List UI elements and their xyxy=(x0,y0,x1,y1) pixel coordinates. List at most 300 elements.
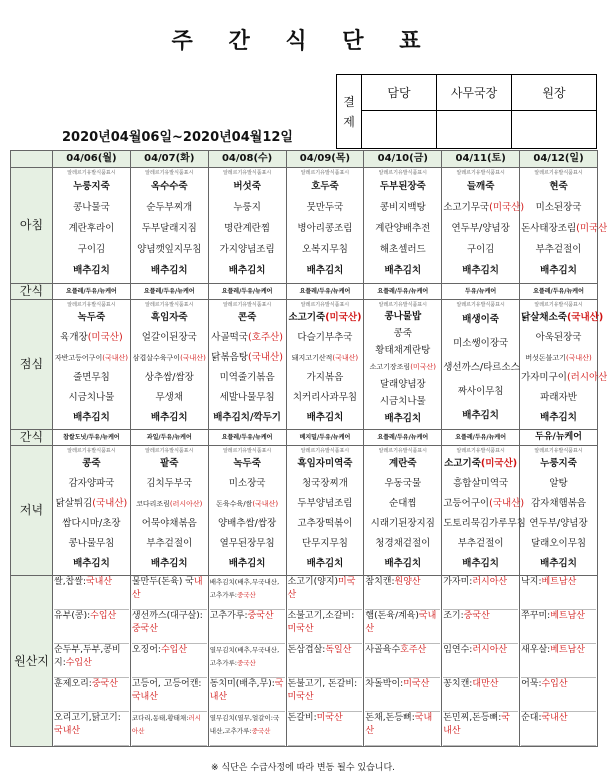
origin-tag: (미국산) xyxy=(410,363,436,371)
menu-item: 콩비지백탕 xyxy=(379,202,426,213)
allergen-note: 알레르기유발식품표시 xyxy=(534,170,583,176)
origin-entry xyxy=(365,610,440,644)
snack-cell: 요플레/두유/뉴케어 xyxy=(208,284,286,300)
origin-place: 러시아산 xyxy=(472,645,508,655)
origin-tag: (국내산) xyxy=(565,353,592,362)
menu-item: 시금치나물 xyxy=(379,396,426,407)
menu-cell xyxy=(286,300,364,430)
origin-food: 돈채,돈등뼈: xyxy=(365,713,415,723)
menu-item: 순대찜 xyxy=(389,497,417,509)
menu-cell xyxy=(286,446,364,576)
menu-item: 황태채계란탕 xyxy=(375,345,431,356)
day-header: 04/10(금) xyxy=(364,151,442,168)
origin-food: 소불고기,소갈비: xyxy=(287,611,355,621)
origin-tag: (미국산) xyxy=(489,202,525,213)
origin-tag: (호주산) xyxy=(247,331,283,343)
origin-place: 미국산 xyxy=(287,577,356,600)
menu-item: 치커리사과무침 xyxy=(292,391,358,403)
origin-food: 사골육수 xyxy=(365,645,401,655)
allergen-note: 알레르기유발식품표시 xyxy=(145,301,194,308)
menu-cell xyxy=(208,446,286,576)
menu-item: 해초셀러드 xyxy=(379,244,426,255)
menu-cell xyxy=(442,446,526,576)
origin-food: 햄(돈육/계육) xyxy=(365,611,419,621)
origin-entry xyxy=(365,576,440,610)
menu-item: 삼겹살수육구이(국내산) xyxy=(132,353,206,362)
menu-item: 현죽 xyxy=(549,181,568,192)
menu-cell xyxy=(208,300,286,430)
meal-label: 아침 xyxy=(11,168,53,284)
menu-item: 배추김치 xyxy=(150,411,188,423)
origin-food: 쌀,찹쌀: xyxy=(54,577,86,587)
origin-entry xyxy=(210,678,285,712)
menu-item: 육개장(미국산) xyxy=(60,331,123,343)
menu-item: 어묵야채볶음 xyxy=(141,517,197,529)
allergen-note: 알레르기유발식품표시 xyxy=(67,447,116,454)
menu-item: 미소장국 xyxy=(228,477,266,489)
menu-cell xyxy=(130,168,208,284)
origin-entry xyxy=(365,644,440,678)
snack-cell: 요플레/두유/뉴케어 xyxy=(442,430,520,446)
origin-place: 원양산 xyxy=(394,577,421,587)
menu-item: 쌈다시마/초장 xyxy=(62,517,121,529)
origin-food: 소고기(양지) xyxy=(287,577,339,587)
origin-entry xyxy=(54,678,129,712)
origin-tag: (국내산) xyxy=(247,351,283,363)
origin-entry xyxy=(132,576,207,610)
origin-tag: (미국산) xyxy=(325,311,362,323)
footnote: ※ 식단은 수급사정에 따라 변동 될수 있습니다. xyxy=(210,763,396,773)
menu-item: 배추김치/깍두기 xyxy=(213,411,281,423)
snack-cell: 요플레/두유/뉴케어 xyxy=(364,284,442,300)
approval-sign-2[interactable] xyxy=(437,111,512,149)
menu-item: 미소된장국 xyxy=(535,202,582,213)
origin-food: 새우살: xyxy=(521,645,551,655)
origin-entry xyxy=(132,678,207,712)
day-header: 04/09(목) xyxy=(286,151,364,168)
allergen-note: 알레르기유발식품표시 xyxy=(300,301,350,308)
allergen-note: 알레르기유발식품표시 xyxy=(378,302,427,308)
origin-place: 중국산 xyxy=(237,591,256,599)
snack-cell: 과일/두유/뉴케어 xyxy=(130,430,208,446)
origin-entry xyxy=(54,576,129,610)
origin-entry xyxy=(443,644,518,678)
menu-item: 배추김치 xyxy=(306,265,344,276)
origin-tag: (국내산) xyxy=(102,353,128,362)
origin-place: 미국산 xyxy=(287,624,314,634)
snack-cell: 요플레/두유/뉴케어 xyxy=(364,430,442,446)
menu-item: 시래기된장지짐 xyxy=(370,517,435,529)
origin-tag: (국내산) xyxy=(332,353,359,362)
menu-item: 명란계란찜 xyxy=(224,223,271,234)
origin-food: 가자미: xyxy=(443,577,473,587)
menu-cell xyxy=(53,300,131,430)
menu-item: 돈육수육/쌈(국내산) xyxy=(216,499,279,508)
menu-cell xyxy=(442,168,525,284)
menu-item: 소고기죽(미국산) xyxy=(444,457,518,469)
approval-box xyxy=(336,74,597,149)
origin-place: 국내산 xyxy=(365,611,437,634)
origin-place: 대만산 xyxy=(472,679,499,689)
meal-label: 점심 xyxy=(11,300,53,430)
origin-entry xyxy=(54,644,129,678)
menu-item: 누룽지죽 xyxy=(73,181,110,192)
menu-cell xyxy=(53,446,131,576)
origin-place: 중국산 xyxy=(251,727,271,735)
origin-food: 오징어: xyxy=(131,645,161,655)
menu-item: 녹두죽 xyxy=(77,311,106,323)
menu-item: 돈사태장조림(미국산 xyxy=(521,223,607,234)
menu-item: 단무지무침 xyxy=(302,537,348,549)
origin-food: 고등어, 고등어캔: xyxy=(131,679,202,689)
menu-item: 배추김치 xyxy=(306,557,344,569)
origin-cell xyxy=(442,576,520,747)
menu-item: 콩나물밥 xyxy=(384,311,422,322)
menu-item: 열무된장무침 xyxy=(219,537,275,549)
menu-item: 배추김치 xyxy=(540,557,577,569)
menu-table xyxy=(10,150,607,747)
menu-item: 버섯돈불고기(국내산) xyxy=(525,353,592,362)
menu-cell xyxy=(520,446,598,576)
menu-cell xyxy=(364,300,442,430)
menu-item: 배추김치 xyxy=(73,411,110,423)
menu-item: 흥합살미역국 xyxy=(453,477,509,489)
date-range: 2020년04월06일~2020년04월12일 xyxy=(62,130,293,145)
origin-place: 베트남산 xyxy=(550,645,585,655)
origin-food: 쭈꾸미: xyxy=(521,611,551,621)
menu-item: 계란양배추전 xyxy=(375,223,431,234)
origin-food: 조기: xyxy=(443,611,464,621)
approval-header-1: 담당 xyxy=(362,75,437,111)
origin-food: 순두부,두부,콩비지: xyxy=(54,645,121,668)
meal-row-3 xyxy=(11,430,598,446)
menu-item: 배추김치 xyxy=(73,557,110,569)
origin-place: 중국산 xyxy=(131,624,158,634)
origin-place: 국내산 xyxy=(54,726,81,736)
menu-item: 뭇만두국 xyxy=(306,202,344,213)
allergen-note: 알레르기유발식품표시 xyxy=(456,170,505,176)
allergen-note: 알레르기유발식품표시 xyxy=(300,447,350,454)
menu-item: 김치두부국 xyxy=(146,477,193,489)
menu-item: 배추김치 xyxy=(462,265,499,276)
menu-item: 생선까스/타르소스 xyxy=(443,361,520,373)
menu-item: 부추겉절이 xyxy=(457,537,504,549)
menu-item: 부추겉절이 xyxy=(146,537,193,549)
origin-food: 돈불고기, 돈갈비: xyxy=(287,679,358,689)
origin-tag: (국내산) xyxy=(566,311,604,323)
menu-item: 짜사이무침 xyxy=(457,385,504,397)
allergen-note: 알레르기유발식품표시 xyxy=(456,447,505,454)
menu-item: 배추김치 xyxy=(150,265,188,276)
origin-place: 수입산 xyxy=(65,658,92,668)
menu-item: 배생이죽 xyxy=(462,313,499,325)
origin-food: 생선까스(대구살): xyxy=(131,611,203,621)
menu-item: 옥수수죽 xyxy=(150,181,188,192)
snack-cell: 베지밀/두유/뉴케어 xyxy=(286,430,364,446)
menu-item: 콩나물국 xyxy=(73,202,110,213)
origin-food: 돈삼겹살: xyxy=(287,645,326,655)
menu-cell xyxy=(364,168,442,284)
menu-item: 고추장떡볶이 xyxy=(297,517,353,529)
origin-entry xyxy=(521,610,596,644)
menu-item: 양배추쌈/쌈장 xyxy=(217,517,277,529)
origin-place: 국내산 xyxy=(443,713,510,736)
origin-entry xyxy=(443,610,518,644)
menu-item: 두부된장죽 xyxy=(379,181,426,192)
origin-entry xyxy=(365,712,440,746)
origin-entry xyxy=(288,610,363,644)
origin-food: 꽁치캔: xyxy=(443,679,473,689)
menu-item: 계란후라이 xyxy=(68,223,115,234)
menu-item: 소고기무국(미국산) xyxy=(443,202,525,213)
menu-item: 달래양념장 xyxy=(379,379,426,390)
day-header-row xyxy=(11,151,598,168)
origin-place: 미국산 xyxy=(403,679,430,689)
menu-cell xyxy=(520,300,607,430)
origin-tag: (러시아산) xyxy=(169,499,203,508)
snack-cell: 요플레/두유/뉴케어 xyxy=(53,284,131,300)
origin-place: 러시아산 xyxy=(472,577,508,587)
snack-cell: 두유/뉴케어 xyxy=(520,430,598,446)
origin-place: 미국산 xyxy=(287,692,314,702)
meal-label: 저녁 xyxy=(11,446,53,576)
origin-tag: (국내산) xyxy=(180,353,206,362)
origin-place: 중국산 xyxy=(237,659,256,667)
menu-item: 가지볶음 xyxy=(306,371,344,383)
origin-food: 참치캔: xyxy=(365,577,395,587)
allergen-note: 알레르기유발식품표시 xyxy=(534,447,583,454)
approval-header-2: 사무국장 xyxy=(437,75,512,111)
origin-cell xyxy=(520,576,598,747)
menu-item: 콩죽 xyxy=(82,457,101,469)
allergen-note: 알레르기유발식품표시 xyxy=(378,447,427,454)
menu-item: 알탕 xyxy=(549,477,568,489)
origin-food: 코다리,동태,황태채: xyxy=(131,714,189,722)
menu-item: 미역줄기볶음 xyxy=(219,371,275,383)
menu-item: 배추김치 xyxy=(306,411,344,423)
menu-item: 호두죽 xyxy=(311,181,339,192)
allergen-note: 알레르기유발식품표시 xyxy=(456,301,505,308)
page-title: 주 간 식 단 표 xyxy=(171,29,435,54)
menu-cell xyxy=(130,446,208,576)
origin-entry xyxy=(288,678,363,712)
menu-item: 청국장찌개 xyxy=(302,477,348,489)
menu-item: 순두부찌개 xyxy=(146,202,193,213)
day-header: 04/08(수) xyxy=(208,151,286,168)
menu-item: 팥죽 xyxy=(160,457,179,469)
origin-place: 중국산 xyxy=(247,611,274,621)
origin-place: 국내산 xyxy=(541,713,568,723)
origin-entry xyxy=(443,712,518,746)
meal-label: 간식 xyxy=(11,430,53,446)
menu-item: 계란죽 xyxy=(389,457,417,469)
menu-item: 줄면무침 xyxy=(73,371,110,383)
origin-food: 순대: xyxy=(521,713,542,723)
origin-place: 미국산 xyxy=(316,713,343,723)
menu-item: 감자채햄볶음 xyxy=(531,497,587,509)
menu-item: 고등어구이(국내산) xyxy=(443,497,525,509)
origin-food: 임연수: xyxy=(443,645,473,655)
origin-entry xyxy=(521,644,596,678)
origin-food: 돈갈비: xyxy=(287,713,317,723)
menu-item: 세발나물무침 xyxy=(219,391,275,403)
menu-item: 파래자반 xyxy=(540,391,577,403)
menu-cell xyxy=(364,446,442,576)
origin-entry xyxy=(288,712,363,746)
origin-food: 차돌박이: xyxy=(365,679,404,689)
allergen-note: 알레르기유발식품표시 xyxy=(222,447,272,454)
origin-place: 수입산 xyxy=(541,679,568,689)
menu-item: 버섯죽 xyxy=(233,181,261,192)
origin-cell xyxy=(53,576,131,747)
snack-cell: 두유/뉴케어 xyxy=(442,284,520,300)
menu-item: 달래오이무침 xyxy=(531,537,587,549)
origin-entry xyxy=(443,678,518,712)
origin-place: 국내산 xyxy=(131,692,158,702)
origin-entry xyxy=(288,644,363,678)
origin-place: 호주산 xyxy=(400,645,427,655)
menu-cell xyxy=(53,168,131,284)
menu-item: 배추김치 xyxy=(462,557,499,569)
origin-food: 유부(콩): xyxy=(54,611,91,621)
menu-item: 연두부/양념장 xyxy=(529,517,588,529)
origin-food: 훈제오리: xyxy=(54,679,92,689)
meal-row-4 xyxy=(11,446,598,576)
origin-tag: (미국산) xyxy=(480,457,518,469)
menu-item: 콩나물무침 xyxy=(68,537,115,549)
approval-sign-3[interactable] xyxy=(512,111,597,149)
origin-place: 중국산 xyxy=(91,679,118,689)
origin-row xyxy=(11,576,598,747)
menu-item: 부추겉절이 xyxy=(535,244,582,255)
origin-place: 베트남산 xyxy=(550,611,585,621)
menu-item: 닭살채소죽(국내산) xyxy=(521,311,604,323)
menu-item: 배추김치 xyxy=(462,409,499,421)
origin-food: 열무김치(열무,얼갈이:국내산,고추가루: xyxy=(209,714,280,735)
origin-food: 배추김치(배추,무국내산,고추가루: xyxy=(209,578,280,599)
origin-entry xyxy=(54,712,129,746)
menu-item: 배추김치 xyxy=(384,557,422,569)
origin-entry xyxy=(210,644,285,678)
menu-item: 구이김 xyxy=(77,244,106,255)
day-header: 04/12(일) xyxy=(520,151,598,168)
menu-item: 가자미구이(러시아산 xyxy=(521,371,607,383)
menu-item: 시금치나물 xyxy=(68,391,115,403)
origin-tag: (국내산) xyxy=(252,499,279,508)
menu-item: 닭살튀김(국내산) xyxy=(55,497,128,509)
origin-place: 중국산 xyxy=(463,611,490,621)
day-header: 04/06(월) xyxy=(53,151,131,168)
menu-item: 청경채겉절이 xyxy=(375,537,431,549)
origin-entry xyxy=(521,678,596,712)
menu-item: 연두부/양념장 xyxy=(451,223,510,234)
origin-entry xyxy=(132,712,207,746)
menu-item: 녹두죽 xyxy=(233,457,261,469)
menu-item: 자반고등어구이(국내산) xyxy=(54,353,128,362)
menu-item: 사골떡국(호주산) xyxy=(211,331,283,343)
menu-item: 배추김치 xyxy=(228,265,266,276)
menu-item: 콘죽 xyxy=(237,311,257,323)
menu-item: 상추쌈/쌈장 xyxy=(144,371,194,383)
allergen-note: 알레르기유발식품표시 xyxy=(145,170,194,176)
menu-item: 다슬기부추국 xyxy=(297,331,353,343)
allergen-note: 알레르기유발식품표시 xyxy=(534,301,583,308)
origin-tag: (국내산) xyxy=(92,497,128,509)
meal-label: 간식 xyxy=(11,284,53,300)
menu-item: 구이김 xyxy=(466,244,495,255)
menu-cell xyxy=(286,168,364,284)
menu-cell xyxy=(520,168,607,284)
origin-food: 동치미(배추,무): xyxy=(209,679,275,689)
origin-tag: (러시아산 xyxy=(566,371,607,383)
origin-place: 러시아산 xyxy=(131,714,201,735)
allergen-note: 알레르기유발식품표시 xyxy=(222,170,272,176)
menu-cell xyxy=(208,168,286,284)
origin-place: 내산 xyxy=(131,577,203,600)
menu-item: 누룽지죽 xyxy=(540,457,577,469)
menu-item: 흑임자미역죽 xyxy=(297,457,353,469)
origin-food: 낙지: xyxy=(521,577,542,587)
menu-item: 무생채 xyxy=(155,391,184,403)
origin-place: 국내산 xyxy=(365,713,433,736)
menu-item: 콩죽 xyxy=(393,328,412,339)
origin-tag: (국내산) xyxy=(489,497,525,509)
menu-item: 배추김치 xyxy=(540,411,577,423)
origin-entry xyxy=(288,576,363,610)
menu-item: 누룽지 xyxy=(233,202,261,213)
menu-item: 감자양파국 xyxy=(68,477,115,489)
origin-entry xyxy=(210,610,285,644)
approval-side-label: 결 제 xyxy=(337,75,362,149)
meal-row-1 xyxy=(11,284,598,300)
approval-sign-1[interactable] xyxy=(362,111,437,149)
snack-cell: 찹쌀도넛/두유/뉴케어 xyxy=(53,430,131,446)
origin-entry xyxy=(210,576,285,610)
origin-cell xyxy=(364,576,442,747)
menu-item: 배추김치 xyxy=(540,265,577,276)
snack-cell: 요플레/두유/뉴케어 xyxy=(286,284,364,300)
menu-item: 코다리조림(러시아산) xyxy=(136,499,203,508)
day-header: 04/11(토) xyxy=(442,151,520,168)
menu-item: 두부달래지짐 xyxy=(141,223,197,234)
menu-item: 병아리콩조림 xyxy=(297,223,353,234)
allergen-note: 알레르기유발식품표시 xyxy=(67,301,116,308)
allergen-note: 알레르기유발식품표시 xyxy=(222,301,272,308)
menu-item: 가지양념조림 xyxy=(219,244,275,255)
menu-item: 돼지고기산적(국내산) xyxy=(291,353,359,362)
origin-place: 국내산 xyxy=(209,679,284,702)
origin-place: 독일산 xyxy=(325,645,352,655)
menu-item: 들깨죽 xyxy=(466,181,495,192)
origin-tag: (미국산) xyxy=(87,331,123,343)
origin-entry xyxy=(521,576,596,610)
corner-cell xyxy=(11,151,53,168)
allergen-note: 알레르기유발식품표시 xyxy=(67,170,116,176)
origin-place: 국내산 xyxy=(85,577,113,587)
menu-item: 도토리묵김가루무침 xyxy=(443,517,526,529)
origin-entry xyxy=(54,610,129,644)
menu-cell xyxy=(442,300,520,430)
snack-cell: 요플레/두유/뉴케어 xyxy=(520,284,598,300)
meal-row-0 xyxy=(11,168,598,284)
menu-item: 배추김치 xyxy=(384,265,422,276)
menu-item: 배추김치 xyxy=(228,557,266,569)
menu-cell xyxy=(130,300,208,430)
origin-food: 오리고기,닭고기: xyxy=(54,713,121,723)
origin-food: 물만두(돈육) 국 xyxy=(131,577,194,587)
origin-place: 수입산 xyxy=(90,611,117,621)
menu-item: 미소쌩이장국 xyxy=(453,337,509,349)
